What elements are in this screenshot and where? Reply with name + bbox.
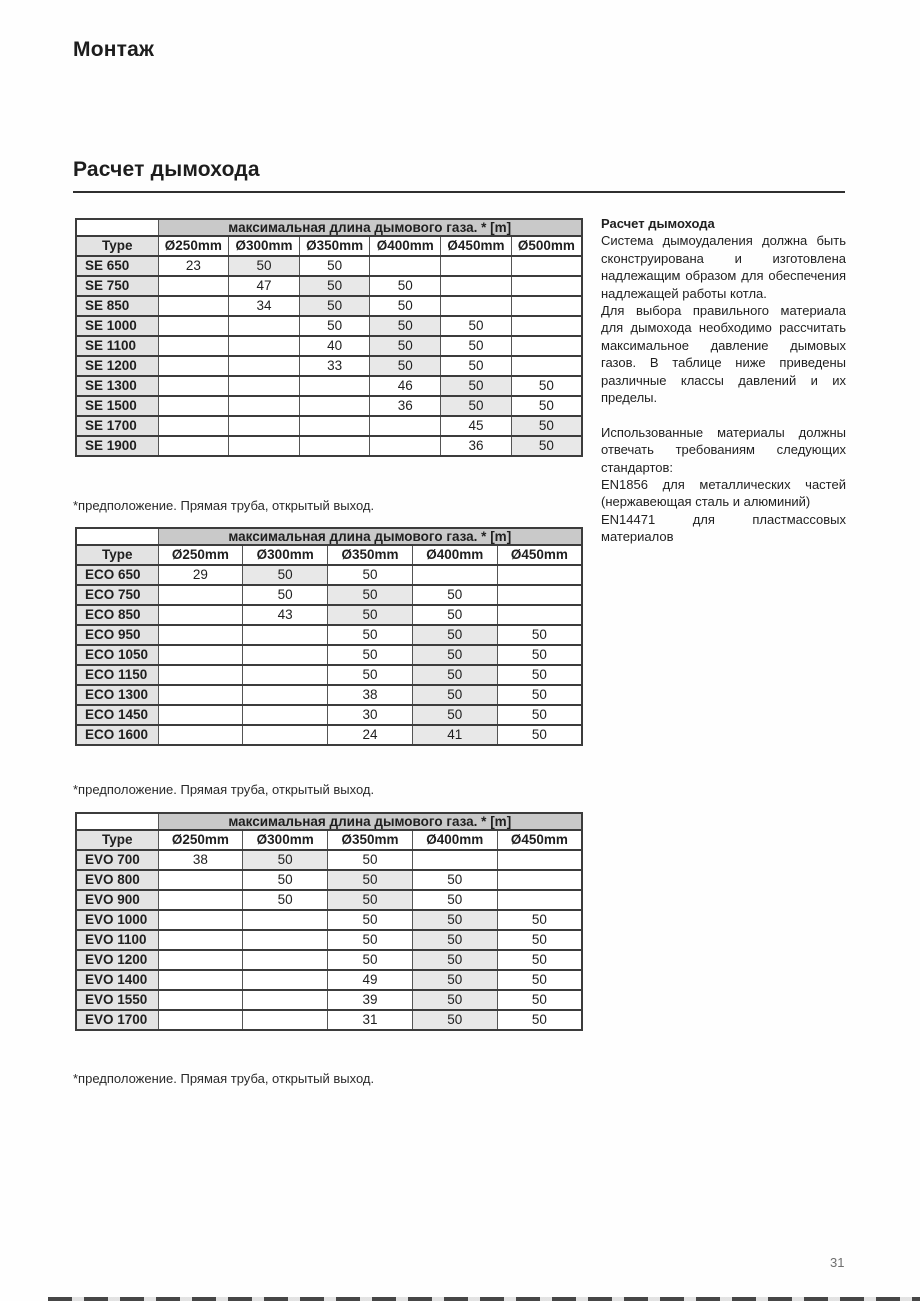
footnote: *предположение. Прямая труба, открытый выход. (73, 782, 375, 797)
table-row (76, 665, 582, 685)
value-cell: 50 (370, 336, 441, 356)
value-cell: 50 (497, 625, 582, 645)
value-cell: 50 (370, 356, 441, 376)
value-cell: 50 (497, 685, 582, 705)
value-cell (511, 316, 582, 336)
diameter-column-header: Ø450mm (441, 236, 512, 256)
value-cell: 50 (328, 605, 413, 625)
value-cell (229, 416, 300, 436)
value-cell (441, 296, 512, 316)
value-cell: 50 (412, 870, 497, 890)
value-cell (158, 950, 243, 970)
value-cell: 50 (328, 910, 413, 930)
scan-edge-marks (48, 1297, 920, 1301)
value-cell (158, 316, 229, 336)
table-row (76, 296, 582, 316)
value-cell (243, 970, 328, 990)
table-header-row (76, 545, 582, 565)
value-cell: 50 (511, 376, 582, 396)
table-row (76, 416, 582, 436)
value-cell (229, 376, 300, 396)
table-row (76, 376, 582, 396)
table-band-row (76, 813, 582, 830)
value-cell (441, 256, 512, 276)
value-cell: 50 (412, 990, 497, 1010)
page-title: Монтаж (73, 38, 155, 61)
value-cell: 50 (441, 376, 512, 396)
diameter-column-header: Ø250mm (158, 830, 243, 850)
value-cell: 50 (497, 990, 582, 1010)
sidebar-heading: Расчет дымохода (601, 216, 715, 231)
table-row (76, 910, 582, 930)
value-cell: 50 (299, 276, 370, 296)
diameter-column-header: Ø350mm (299, 236, 370, 256)
value-cell (243, 725, 328, 745)
value-cell: 50 (370, 316, 441, 336)
value-cell (158, 605, 243, 625)
value-cell (412, 565, 497, 585)
type-column-header: Type (76, 830, 158, 850)
value-cell: 50 (412, 1010, 497, 1030)
value-cell (497, 870, 582, 890)
value-cell: 50 (412, 930, 497, 950)
corner-cell (76, 219, 158, 236)
value-cell: 50 (243, 890, 328, 910)
value-cell (243, 705, 328, 725)
row-label: EVO 1550 (76, 990, 158, 1010)
value-cell (158, 396, 229, 416)
row-label: ECO 950 (76, 625, 158, 645)
row-label: EVO 700 (76, 850, 158, 870)
value-cell (299, 436, 370, 456)
value-cell: 50 (243, 565, 328, 585)
table-row (76, 356, 582, 376)
value-cell (158, 336, 229, 356)
value-cell (158, 436, 229, 456)
value-cell: 50 (328, 890, 413, 910)
value-cell: 50 (497, 705, 582, 725)
evo-flue-length-table (75, 812, 583, 1031)
value-cell (243, 950, 328, 970)
value-cell: 50 (412, 685, 497, 705)
value-cell: 50 (328, 930, 413, 950)
type-column-header: Type (76, 545, 158, 565)
row-label: ECO 1050 (76, 645, 158, 665)
table-row (76, 930, 582, 950)
value-cell: 23 (158, 256, 229, 276)
value-cell: 40 (299, 336, 370, 356)
value-cell (243, 645, 328, 665)
value-cell: 50 (412, 890, 497, 910)
table-header-row (76, 830, 582, 850)
corner-cell (76, 813, 158, 830)
value-cell: 50 (412, 665, 497, 685)
value-cell: 50 (328, 870, 413, 890)
value-cell: 50 (511, 436, 582, 456)
sidebar-paragraph: EN14471 для пластмассовых материалов (601, 511, 846, 545)
table-row (76, 645, 582, 665)
value-cell: 50 (412, 970, 497, 990)
value-cell (229, 316, 300, 336)
row-label: EVO 1000 (76, 910, 158, 930)
value-cell (158, 376, 229, 396)
value-cell: 50 (511, 396, 582, 416)
row-label: SE 1500 (76, 396, 158, 416)
row-label: ECO 650 (76, 565, 158, 585)
value-cell (158, 990, 243, 1010)
row-label: SE 1700 (76, 416, 158, 436)
value-cell: 50 (299, 296, 370, 316)
value-cell: 36 (370, 396, 441, 416)
table-span-header: максимальная длина дымового газа. * [m] (158, 813, 582, 830)
diameter-column-header: Ø300mm (243, 545, 328, 565)
sidebar-paragraph: EN1856 для металлических частей (нержавеющая сталь и алюминий) (601, 477, 846, 510)
table-row (76, 685, 582, 705)
row-label: EVO 800 (76, 870, 158, 890)
value-cell: 34 (229, 296, 300, 316)
value-cell: 50 (328, 565, 413, 585)
value-cell (158, 296, 229, 316)
value-cell (158, 1010, 243, 1030)
value-cell: 50 (441, 316, 512, 336)
value-cell (158, 356, 229, 376)
value-cell: 46 (370, 376, 441, 396)
row-label: SE 1900 (76, 436, 158, 456)
value-cell (158, 645, 243, 665)
value-cell (158, 705, 243, 725)
value-cell: 50 (497, 910, 582, 930)
diameter-column-header: Ø250mm (158, 545, 243, 565)
value-cell: 50 (441, 336, 512, 356)
value-cell: 50 (328, 850, 413, 870)
diameter-column-header: Ø300mm (229, 236, 300, 256)
table-row (76, 890, 582, 910)
value-cell (243, 910, 328, 930)
sidebar-paragraph: Использованные материалы должны отвечать требованиям следующих стандартов: (601, 424, 846, 475)
eco-flue-length-table (75, 527, 583, 746)
row-label: SE 750 (76, 276, 158, 296)
value-cell (299, 416, 370, 436)
value-cell (158, 910, 243, 930)
value-cell (158, 870, 243, 890)
row-label: SE 650 (76, 256, 158, 276)
table-band-row (76, 219, 582, 236)
table-row (76, 870, 582, 890)
value-cell (511, 356, 582, 376)
row-label: ECO 1300 (76, 685, 158, 705)
value-cell (158, 665, 243, 685)
row-label: SE 1200 (76, 356, 158, 376)
value-cell: 50 (412, 950, 497, 970)
value-cell (158, 970, 243, 990)
sidebar-paragraph: Система дымоудаления должна быть сконструирована и изготовлена надлежащим образом для обеспечения надлежащей работы котла. (601, 233, 846, 301)
row-label: EVO 1400 (76, 970, 158, 990)
value-cell: 43 (243, 605, 328, 625)
value-cell (243, 685, 328, 705)
value-cell: 50 (497, 645, 582, 665)
table-row (76, 625, 582, 645)
value-cell: 38 (158, 850, 243, 870)
value-cell (158, 890, 243, 910)
footnote: *предположение. Прямая труба, открытый выход. (73, 1071, 375, 1086)
value-cell (229, 356, 300, 376)
value-cell: 50 (497, 970, 582, 990)
value-cell: 50 (412, 910, 497, 930)
row-label: ECO 1600 (76, 725, 158, 745)
value-cell: 39 (328, 990, 413, 1010)
value-cell (158, 725, 243, 745)
value-cell: 50 (370, 276, 441, 296)
value-cell: 50 (497, 950, 582, 970)
diameter-column-header: Ø400mm (370, 236, 441, 256)
row-label: ECO 1450 (76, 705, 158, 725)
value-cell (158, 585, 243, 605)
value-cell (243, 990, 328, 1010)
diameter-column-header: Ø250mm (158, 236, 229, 256)
se-flue-length-table (75, 218, 583, 457)
value-cell (370, 436, 441, 456)
value-cell: 36 (441, 436, 512, 456)
value-cell (229, 396, 300, 416)
diameter-column-header: Ø450mm (497, 545, 582, 565)
value-cell (243, 930, 328, 950)
value-cell: 50 (229, 256, 300, 276)
table-row (76, 276, 582, 296)
sidebar-text-column (601, 215, 846, 546)
row-label: EVO 1200 (76, 950, 158, 970)
value-cell (370, 416, 441, 436)
diameter-column-header: Ø350mm (328, 830, 413, 850)
value-cell: 50 (497, 1010, 582, 1030)
section-title: Расчет дымохода (73, 158, 260, 181)
value-cell: 50 (497, 725, 582, 745)
table-row (76, 256, 582, 276)
diameter-column-header: Ø450mm (497, 830, 582, 850)
value-cell (299, 396, 370, 416)
value-cell (511, 296, 582, 316)
value-cell: 50 (441, 396, 512, 416)
value-cell (511, 336, 582, 356)
table-row (76, 396, 582, 416)
diameter-column-header: Ø350mm (328, 545, 413, 565)
footnote: *предположение. Прямая труба, открытый выход. (73, 498, 375, 513)
table-row (76, 950, 582, 970)
value-cell: 50 (497, 930, 582, 950)
diameter-column-header: Ø400mm (412, 830, 497, 850)
value-cell (497, 850, 582, 870)
row-label: SE 850 (76, 296, 158, 316)
value-cell: 50 (328, 625, 413, 645)
value-cell: 50 (497, 665, 582, 685)
table-row (76, 725, 582, 745)
row-label: EVO 900 (76, 890, 158, 910)
row-label: EVO 1700 (76, 1010, 158, 1030)
value-cell (158, 930, 243, 950)
value-cell: 50 (328, 585, 413, 605)
row-label: ECO 850 (76, 605, 158, 625)
value-cell (158, 416, 229, 436)
value-cell (370, 256, 441, 276)
value-cell: 50 (328, 645, 413, 665)
value-cell: 50 (412, 625, 497, 645)
value-cell (511, 276, 582, 296)
value-cell: 49 (328, 970, 413, 990)
row-label: ECO 750 (76, 585, 158, 605)
value-cell: 30 (328, 705, 413, 725)
value-cell (511, 256, 582, 276)
value-cell: 24 (328, 725, 413, 745)
value-cell (158, 276, 229, 296)
table-row (76, 850, 582, 870)
table-row (76, 565, 582, 585)
value-cell (243, 1010, 328, 1030)
page-number: 31 (830, 1255, 845, 1270)
corner-cell (76, 528, 158, 545)
value-cell (412, 850, 497, 870)
diameter-column-header: Ø300mm (243, 830, 328, 850)
value-cell (243, 665, 328, 685)
table-row (76, 990, 582, 1010)
value-cell: 50 (412, 585, 497, 605)
value-cell (158, 685, 243, 705)
table-span-header: максимальная длина дымового газа. * [m] (158, 528, 582, 545)
value-cell (497, 565, 582, 585)
table-header-row (76, 236, 582, 256)
value-cell: 50 (243, 870, 328, 890)
value-cell: 50 (299, 316, 370, 336)
table-row (76, 336, 582, 356)
value-cell: 50 (412, 705, 497, 725)
value-cell: 50 (243, 850, 328, 870)
table-band-row (76, 528, 582, 545)
table-row (76, 970, 582, 990)
table-row (76, 605, 582, 625)
value-cell: 50 (412, 645, 497, 665)
row-label: SE 1300 (76, 376, 158, 396)
table-row (76, 316, 582, 336)
value-cell (158, 625, 243, 645)
value-cell: 38 (328, 685, 413, 705)
value-cell: 50 (441, 356, 512, 376)
table-span-header: максимальная длина дымового газа. * [m] (158, 219, 582, 236)
value-cell: 50 (328, 950, 413, 970)
value-cell: 29 (158, 565, 243, 585)
value-cell: 50 (299, 256, 370, 276)
value-cell: 50 (243, 585, 328, 605)
value-cell: 45 (441, 416, 512, 436)
value-cell (497, 890, 582, 910)
row-label: EVO 1100 (76, 930, 158, 950)
value-cell (441, 276, 512, 296)
section-divider-rule (73, 191, 845, 193)
row-label: SE 1100 (76, 336, 158, 356)
value-cell: 50 (412, 605, 497, 625)
value-cell: 50 (370, 296, 441, 316)
value-cell (299, 376, 370, 396)
value-cell: 47 (229, 276, 300, 296)
value-cell: 33 (299, 356, 370, 376)
value-cell (229, 436, 300, 456)
table-row (76, 585, 582, 605)
diameter-column-header: Ø400mm (412, 545, 497, 565)
value-cell (497, 605, 582, 625)
sidebar-paragraph: Для выбора правильного материала для дымохода необходимо рассчитать максимальное давление дымовых газов. В таблице ниже приведены различные классы давлений и их пределы. (601, 303, 846, 406)
table-row (76, 1010, 582, 1030)
value-cell (229, 336, 300, 356)
value-cell (497, 585, 582, 605)
row-label: SE 1000 (76, 316, 158, 336)
row-label: ECO 1150 (76, 665, 158, 685)
value-cell: 50 (511, 416, 582, 436)
value-cell: 31 (328, 1010, 413, 1030)
table-row (76, 705, 582, 725)
table-row (76, 436, 582, 456)
value-cell: 41 (412, 725, 497, 745)
value-cell: 50 (328, 665, 413, 685)
diameter-column-header: Ø500mm (511, 236, 582, 256)
type-column-header: Type (76, 236, 158, 256)
value-cell (243, 625, 328, 645)
